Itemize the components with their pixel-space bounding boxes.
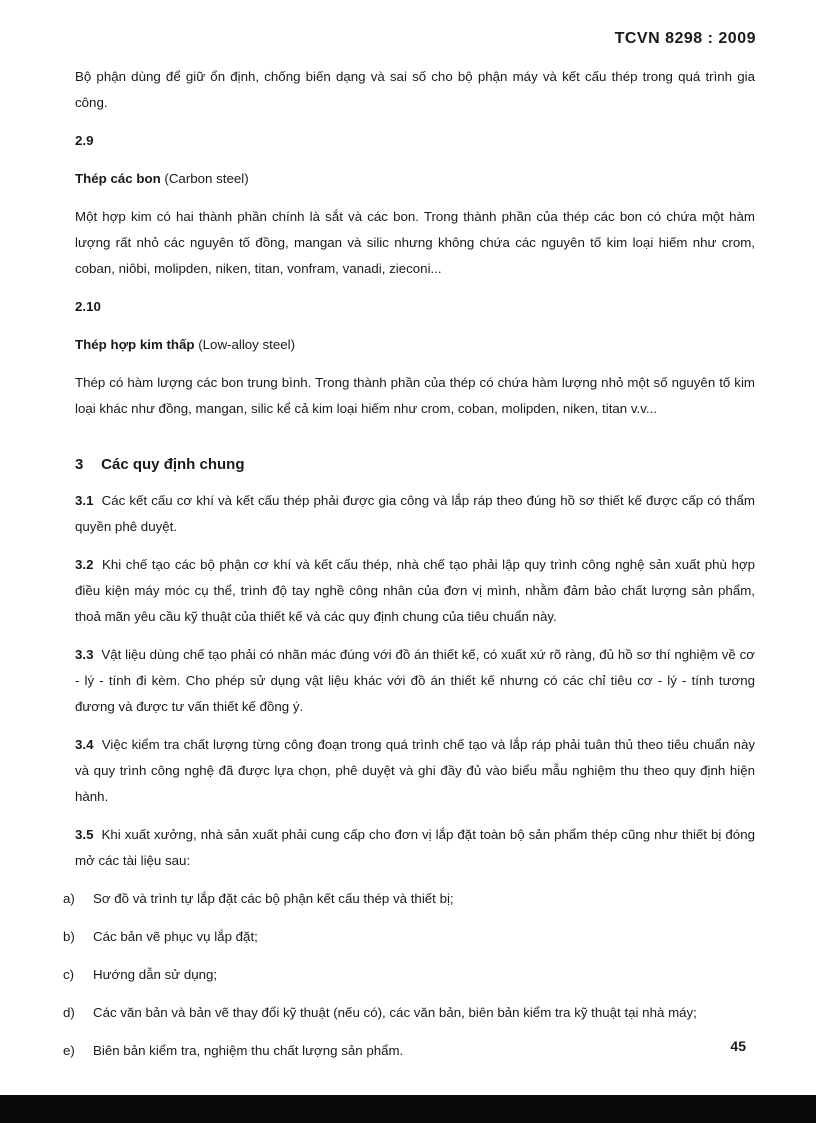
list-item [63,924,755,950]
clause-number: 3.1 [75,493,94,508]
list-item [63,886,755,912]
list-item-text: Các bản vẽ phục vụ lắp đặt; [93,929,258,944]
clause-number: 3.4 [75,737,94,752]
list-item-text: Các văn bản và bản vẽ thay đổi kỹ thuật (nếu có), các văn bản, biên bản kiểm tra kỹ thuật tại nhà máy; [93,1005,697,1020]
list-item-label: d) [63,1005,75,1020]
scan-bottom-bar [0,1095,816,1123]
document-list [63,886,755,1064]
clause [75,822,755,874]
list-item-label: e) [63,1043,75,1058]
section-heading [75,452,755,478]
term-number: 2.10 [75,299,101,314]
clause-number: 3.5 [75,827,94,842]
page-content [63,64,756,1076]
standard-header: TCVN 8298 : 2009 [614,30,756,47]
term-number: 2.9 [75,133,94,148]
list-item-text: Hướng dẫn sử dụng; [93,967,218,982]
page-number: 45 [730,1038,746,1054]
clause [75,732,755,810]
list-item-label: b) [63,929,75,944]
clause-text: Khi chế tạo các bộ phận cơ khí và kết cấu thép, nhà chế tạo phải lập quy trình công nghệ sản xuất phù hợp điều kiện máy móc cụ thể, trình độ tay nghề công nhân của đơn vị mình, nhằm đảm bảo chất lượng sản phẩm, thoả mãn yêu cầu kỹ thuật của thiết kế và các quy định chung của tiêu chuẩn này. [75,557,755,624]
clause-number: 3.2 [75,557,94,572]
list-item-text: Sơ đồ và trình tự lắp đặt các bộ phận kết cấu thép và thiết bị; [93,891,454,906]
intro-paragraph: Bộ phận dùng để giữ ổn định, chống biến dạng và sai số cho bộ phận máy và kết cấu thép trong quá trình gia công. [75,69,755,110]
term-heading [75,166,755,192]
section-number: 3 [75,456,84,473]
term-name: Thép hợp kim thấp [75,337,195,352]
clause [75,552,755,630]
list-item [63,1038,755,1064]
list-item [63,1000,755,1026]
clause-text: Việc kiểm tra chất lượng từng công đoạn trong quá trình chế tạo và lắp ráp phải tuân thủ theo tiêu chuẩn này và quy trình công nghệ đã được lựa chọn, phê duyệt và ghi đầy đủ vào biểu mẫu nghiệm thu theo quy định hiện hành. [75,737,756,804]
clause-text: Vật liệu dùng chế tạo phải có nhãn mác đúng với đồ án thiết kế, có xuất xứ rõ ràng, đủ hồ sơ thí nghiệm về cơ - lý - tính đi kèm. Cho phép sử dụng vật liệu khác với đồ án thiết kế nhưng có các chỉ tiêu cơ - lý - tính tương đương và được tư vấn thiết kế đồng ý. [75,647,756,714]
list-item-label: c) [63,967,75,982]
list-item [63,962,755,988]
term-name: Thép các bon [75,171,161,186]
clause [75,642,755,720]
list-item-label: a) [63,891,75,906]
term-english: (Low-alloy steel) [198,337,296,352]
term-heading [75,332,755,358]
clause-text: Các kết cấu cơ khí và kết cấu thép phải được gia công và lắp ráp theo đúng hồ sơ thiết kế được cấp có thẩm quyền phê duyệt. [75,493,755,534]
clause-text: Khi xuất xưởng, nhà sản xuất phải cung cấp cho đơn vị lắp đặt toàn bộ sản phẩm thép cũng như thiết bị đóng mở các tài liệu sau: [75,827,755,868]
clause [75,488,755,540]
term-definition: Thép có hàm lượng các bon trung bình. Trong thành phần của thép có chứa hàm lượng nhỏ một số nguyên tố kim loại khác như đồng, mangan, silic kể cả kim loại hiếm như crom, coban, molipden, niken, titan v.v... [75,375,755,416]
list-item-text: Biên bản kiểm tra, nghiệm thu chất lượng sản phẩm. [93,1043,404,1058]
clause-number: 3.3 [75,647,94,662]
term-english: (Carbon steel) [164,171,249,186]
section-title: Các quy định chung [101,456,245,473]
term-definition: Một hợp kim có hai thành phần chính là sắt và các bon. Trong thành phần của thép các bon có chứa một hàm lượng rất nhỏ các nguyên tố đồng, mangan và silic nhưng không chứa các nguyên tố kim loại hiếm như crom, coban, niôbi, molipden, niken, titan, vonfram, vanadi, zieconi... [75,209,755,276]
